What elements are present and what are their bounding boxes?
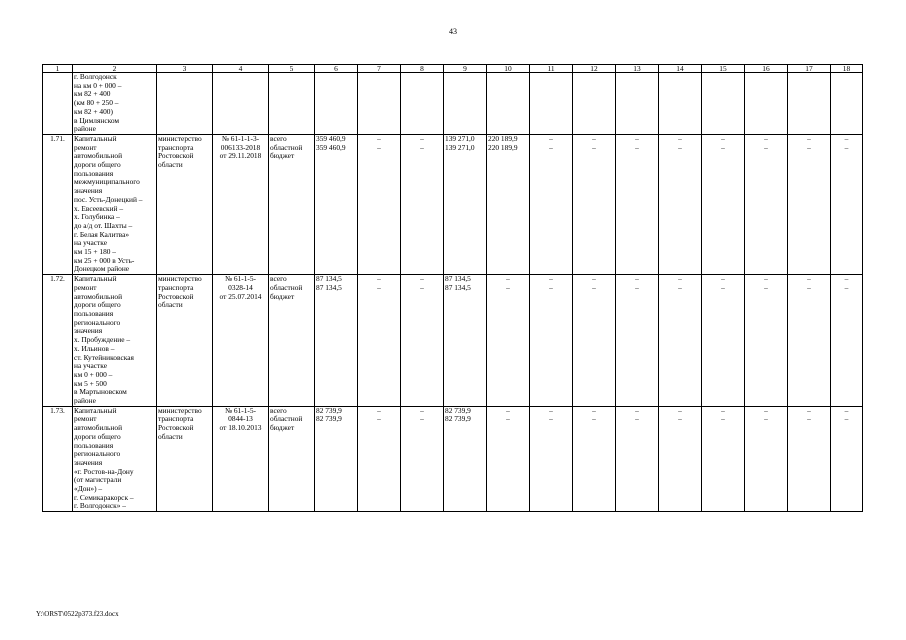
col-header: 14 xyxy=(659,65,702,73)
col-header: 10 xyxy=(487,65,530,73)
col-header: 13 xyxy=(616,65,659,73)
value-cell: – – xyxy=(702,275,745,407)
value-cell: – – xyxy=(788,275,831,407)
row-number: 1.73. xyxy=(43,406,73,511)
col-header: 5 xyxy=(269,65,315,73)
table-row xyxy=(43,134,863,274)
col-header: 8 xyxy=(401,65,444,73)
value-cell: – – xyxy=(573,275,616,407)
value-cell: – – xyxy=(616,275,659,407)
value-cell: 87 134,5 87 134,5 xyxy=(444,275,487,407)
ministry-cell: министерство транспорта Ростовской области xyxy=(157,275,213,407)
value-cell: – – xyxy=(530,275,573,407)
value-cell: – – xyxy=(745,406,788,511)
value-cell: – – xyxy=(530,134,573,274)
row-number: 1.71. xyxy=(43,134,73,274)
source-cell: всего областной бюджет xyxy=(269,134,315,274)
col-header: 4 xyxy=(213,65,269,73)
object-description: Капитальный ремонт автомобильной дороги общего пользования регионального значения х. Пробуждение – х. Ильинов – ст. Кутейниковская на участке км 0 + 000 – км 5 + 500 в Мартыновском районе xyxy=(73,275,157,407)
object-description: Капитальный ремонт автомобильной дороги общего пользования межмуниципального значения пос. Усть-Донецкий – х. Евсеевский – х. Голубинка – до а/д от. Шахты – г. Белая Калитва» на участке км 15 + 180 – км 25 + 000 в Усть- Донецком районе xyxy=(73,134,157,274)
table-row xyxy=(43,275,863,407)
col-header: 17 xyxy=(788,65,831,73)
ministry-cell: министерство транспорта Ростовской области xyxy=(157,406,213,511)
value-cell: 82 739,9 82 739,9 xyxy=(444,406,487,511)
page-number: 43 xyxy=(449,27,457,36)
value-cell: – – xyxy=(358,406,401,511)
budget-table xyxy=(42,64,863,512)
row-number: 1.72. xyxy=(43,275,73,407)
col-header: 12 xyxy=(573,65,616,73)
col-header: 1 xyxy=(43,65,73,73)
source-cell: всего областной бюджет xyxy=(269,406,315,511)
value-cell: 220 189,9 220 189,9 xyxy=(487,134,530,274)
value-cell: – – xyxy=(659,406,702,511)
header-row xyxy=(43,65,863,73)
value-cell: – – xyxy=(831,134,863,274)
document-cell: № 61-1-5- 0844-13 от 18.10.2013 xyxy=(213,406,269,511)
value-cell: – – xyxy=(573,406,616,511)
value-cell: 139 271,0 139 271,0 xyxy=(444,134,487,274)
col-header: 18 xyxy=(831,65,863,73)
col-header: 11 xyxy=(530,65,573,73)
value-cell: 359 460,9 359 460,9 xyxy=(315,134,358,274)
value-cell: – – xyxy=(702,134,745,274)
value-cell: – – xyxy=(788,134,831,274)
col-header: 6 xyxy=(315,65,358,73)
value-cell: – – xyxy=(487,275,530,407)
value-cell: – – xyxy=(616,406,659,511)
ministry-cell: министерство транспорта Ростовской области xyxy=(157,134,213,274)
value-cell: – – xyxy=(831,275,863,407)
value-cell: – – xyxy=(487,406,530,511)
value-cell: – – xyxy=(401,406,444,511)
object-description: г. Волгодонск на км 0 + 000 – км 82 + 400 (км 80 + 250 – км 82 + 400) в Цимлянском районе xyxy=(73,73,157,135)
col-header: 3 xyxy=(157,65,213,73)
value-cell: – – xyxy=(745,134,788,274)
col-header: 2 xyxy=(73,65,157,73)
value-cell: – – xyxy=(745,275,788,407)
col-header: 7 xyxy=(358,65,401,73)
value-cell: – – xyxy=(616,134,659,274)
document-cell: № 61-1-5- 0328-14 от 25.07.2014 xyxy=(213,275,269,407)
value-cell: – – xyxy=(530,406,573,511)
col-header: 16 xyxy=(745,65,788,73)
value-cell: – – xyxy=(573,134,616,274)
col-header: 15 xyxy=(702,65,745,73)
footer-file-path: Y:\ORST\0522p373.f23.docx xyxy=(36,610,119,618)
table-row xyxy=(43,406,863,511)
value-cell: – – xyxy=(401,134,444,274)
object-description: Капитальный ремонт автомобильной дороги общего пользования регионального значения «г. Ростов-на-Дону (от магистрали «Дон») – г. Семикаракорск – г. Волгодонск» – xyxy=(73,406,157,511)
table-row-continuation xyxy=(43,73,863,135)
source-cell: всего областной бюджет xyxy=(269,275,315,407)
value-cell: 87 134,5 87 134,5 xyxy=(315,275,358,407)
col-header: 9 xyxy=(444,65,487,73)
value-cell: – – xyxy=(788,406,831,511)
value-cell: – – xyxy=(831,406,863,511)
value-cell: – – xyxy=(358,134,401,274)
value-cell: – – xyxy=(659,134,702,274)
value-cell: 82 739,9 82 739,9 xyxy=(315,406,358,511)
document-cell: № 61-1-1-3- 006133-2018 от 29.11.2018 xyxy=(213,134,269,274)
value-cell: – – xyxy=(358,275,401,407)
value-cell: – – xyxy=(401,275,444,407)
value-cell: – – xyxy=(659,275,702,407)
value-cell: – – xyxy=(702,406,745,511)
